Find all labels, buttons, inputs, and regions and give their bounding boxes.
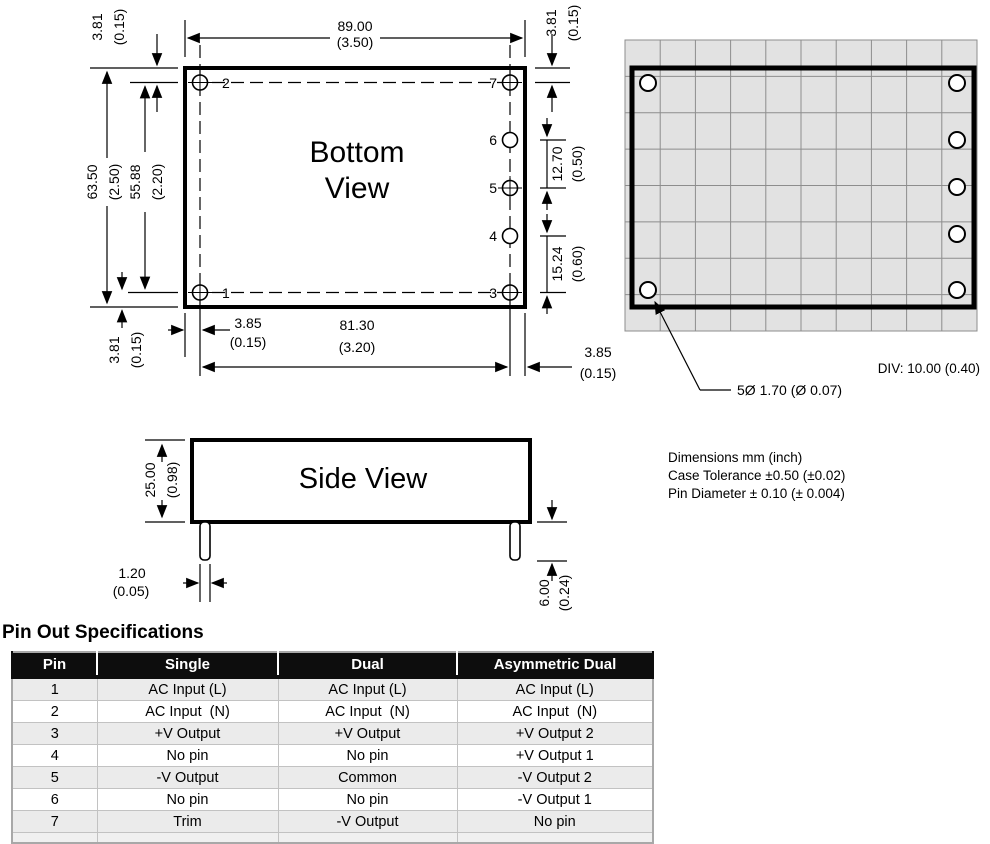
cell-dual: -V Output: [278, 811, 457, 833]
dim-pin-width-mm: 1.20: [118, 565, 146, 581]
cell-single: AC Input (N): [97, 701, 278, 723]
dim-edge-top-right-mm: 3.81: [543, 9, 559, 37]
bottom-view-title-line2: View: [324, 172, 390, 205]
cell-asymmetric-dual: No pin: [457, 811, 653, 833]
note-case-tolerance: Case Tolerance ±0.50 (±0.02): [668, 468, 846, 483]
dim-pin-width-in: (0.05): [112, 583, 150, 599]
dim-height-in: (2.50): [106, 163, 122, 201]
side-view-right-pin: [510, 522, 520, 560]
grid-view: [625, 40, 980, 398]
dim-height-mm: 63.50: [84, 164, 100, 200]
table-header-row: [12, 652, 653, 677]
cell-dual: Common: [278, 767, 457, 789]
cell-pin: 1: [12, 677, 97, 701]
pin-3-label: 3: [489, 285, 497, 301]
cell-single: No pin: [97, 745, 278, 767]
cell-asymmetric-dual: +V Output 1: [457, 745, 653, 767]
table-row: [12, 701, 653, 723]
cell-dual: AC Input (N): [278, 701, 457, 723]
note-units: Dimensions mm (inch): [668, 450, 803, 465]
table-row: [12, 811, 653, 833]
cell-single: -V Output: [97, 767, 278, 789]
col-header-asymmetric-dual: Asymmetric Dual: [457, 652, 653, 677]
bottom-view: [185, 45, 525, 307]
dim-pitch-upper-mm: 12.70: [549, 146, 565, 182]
col-header-pin: Pin: [12, 652, 97, 677]
dim-pitch-upper-in: (0.50): [569, 145, 585, 183]
dim-edge-bottom-mm: 3.81: [106, 336, 122, 364]
dim-offset-left-in: (0.15): [229, 334, 267, 350]
dim-case-height-in: (0.98): [164, 461, 180, 499]
cell-asymmetric-dual: -V Output 1: [457, 789, 653, 811]
dim-pin-span-v-mm: 55.88: [127, 164, 143, 200]
dim-offset-right-mm: 3.85: [584, 344, 612, 360]
dim-pin-span-h-mm: 81.30: [339, 317, 375, 333]
pin-2-label: 2: [222, 75, 230, 91]
cell-pin: 3: [12, 723, 97, 745]
cell-dual: No pin: [278, 789, 457, 811]
side-view: [113, 440, 572, 611]
cell-asymmetric-dual: AC Input (L): [457, 677, 653, 701]
cell-single: +V Output: [97, 723, 278, 745]
cell-pin: 5: [12, 767, 97, 789]
table-row: [12, 723, 653, 745]
table-row: [12, 789, 653, 811]
dimension-notes: [668, 450, 845, 501]
dim-edge-top-right-in: (0.15): [565, 4, 581, 42]
cell-dual: AC Input (L): [278, 677, 457, 701]
pin-6-hole: [503, 133, 518, 148]
table-row-clipped: [12, 833, 653, 844]
dim-pin-length-mm: 6.00: [536, 579, 552, 607]
cell-single: No pin: [97, 789, 278, 811]
cell-pin: 6: [12, 789, 97, 811]
cell-asymmetric-dual: AC Input (N): [457, 701, 653, 723]
dim-width-in: (3.50): [336, 34, 374, 50]
dim-pin-span-h-in: (3.20): [338, 339, 376, 355]
col-header-dual: Dual: [278, 652, 457, 677]
cell-dual: No pin: [278, 745, 457, 767]
cell-pin: 4: [12, 745, 97, 767]
dim-offset-right-in: (0.15): [579, 365, 617, 381]
table-row: [12, 767, 653, 789]
dim-edge-bottom-in: (0.15): [128, 331, 144, 369]
table-row: [12, 677, 653, 701]
dim-pin-length-in: (0.24): [556, 574, 572, 612]
hole-diameter-label: 5Ø 1.70 (Ø 0.07): [737, 382, 843, 398]
cell-single: AC Input (L): [97, 677, 278, 701]
side-view-left-pin: [200, 522, 210, 560]
dim-edge-top-left-mm: 3.81: [89, 13, 105, 41]
cell-asymmetric-dual: +V Output 2: [457, 723, 653, 745]
dim-case-height-mm: 25.00: [142, 462, 158, 498]
pin-4-hole: [503, 229, 518, 244]
bottom-view-title-line1: Bottom: [309, 136, 405, 169]
table-row: [12, 745, 653, 767]
dim-pitch-lower-in: (0.60): [569, 245, 585, 283]
cell-asymmetric-dual: -V Output 2: [457, 767, 653, 789]
note-pin-diameter: Pin Diameter ± 0.10 (± 0.004): [668, 486, 845, 501]
pin-5-label: 5: [489, 180, 497, 196]
dim-offset-left-mm: 3.85: [234, 315, 262, 331]
cell-dual: +V Output: [278, 723, 457, 745]
side-view-title: Side View: [298, 463, 428, 495]
pinout-table: [11, 651, 654, 844]
pin-7-label: 7: [489, 75, 497, 91]
cell-pin: 7: [12, 811, 97, 833]
cell-single: Trim: [97, 811, 278, 833]
dim-edge-top-left-in: (0.15): [111, 8, 127, 46]
dim-pin-span-v-in: (2.20): [149, 163, 165, 201]
col-header-single: Single: [97, 652, 278, 677]
dim-width-mm: 89.00: [337, 18, 373, 34]
pin-6-label: 6: [489, 132, 497, 148]
pin-4-label: 4: [489, 228, 497, 244]
cell-pin: 2: [12, 701, 97, 723]
pin-1-label: 1: [222, 285, 230, 301]
pinout-title: Pin Out Specifications: [2, 622, 204, 643]
dim-pitch-lower-mm: 15.24: [549, 246, 565, 282]
grid-division-label: DIV: 10.00 (0.40): [877, 361, 980, 376]
